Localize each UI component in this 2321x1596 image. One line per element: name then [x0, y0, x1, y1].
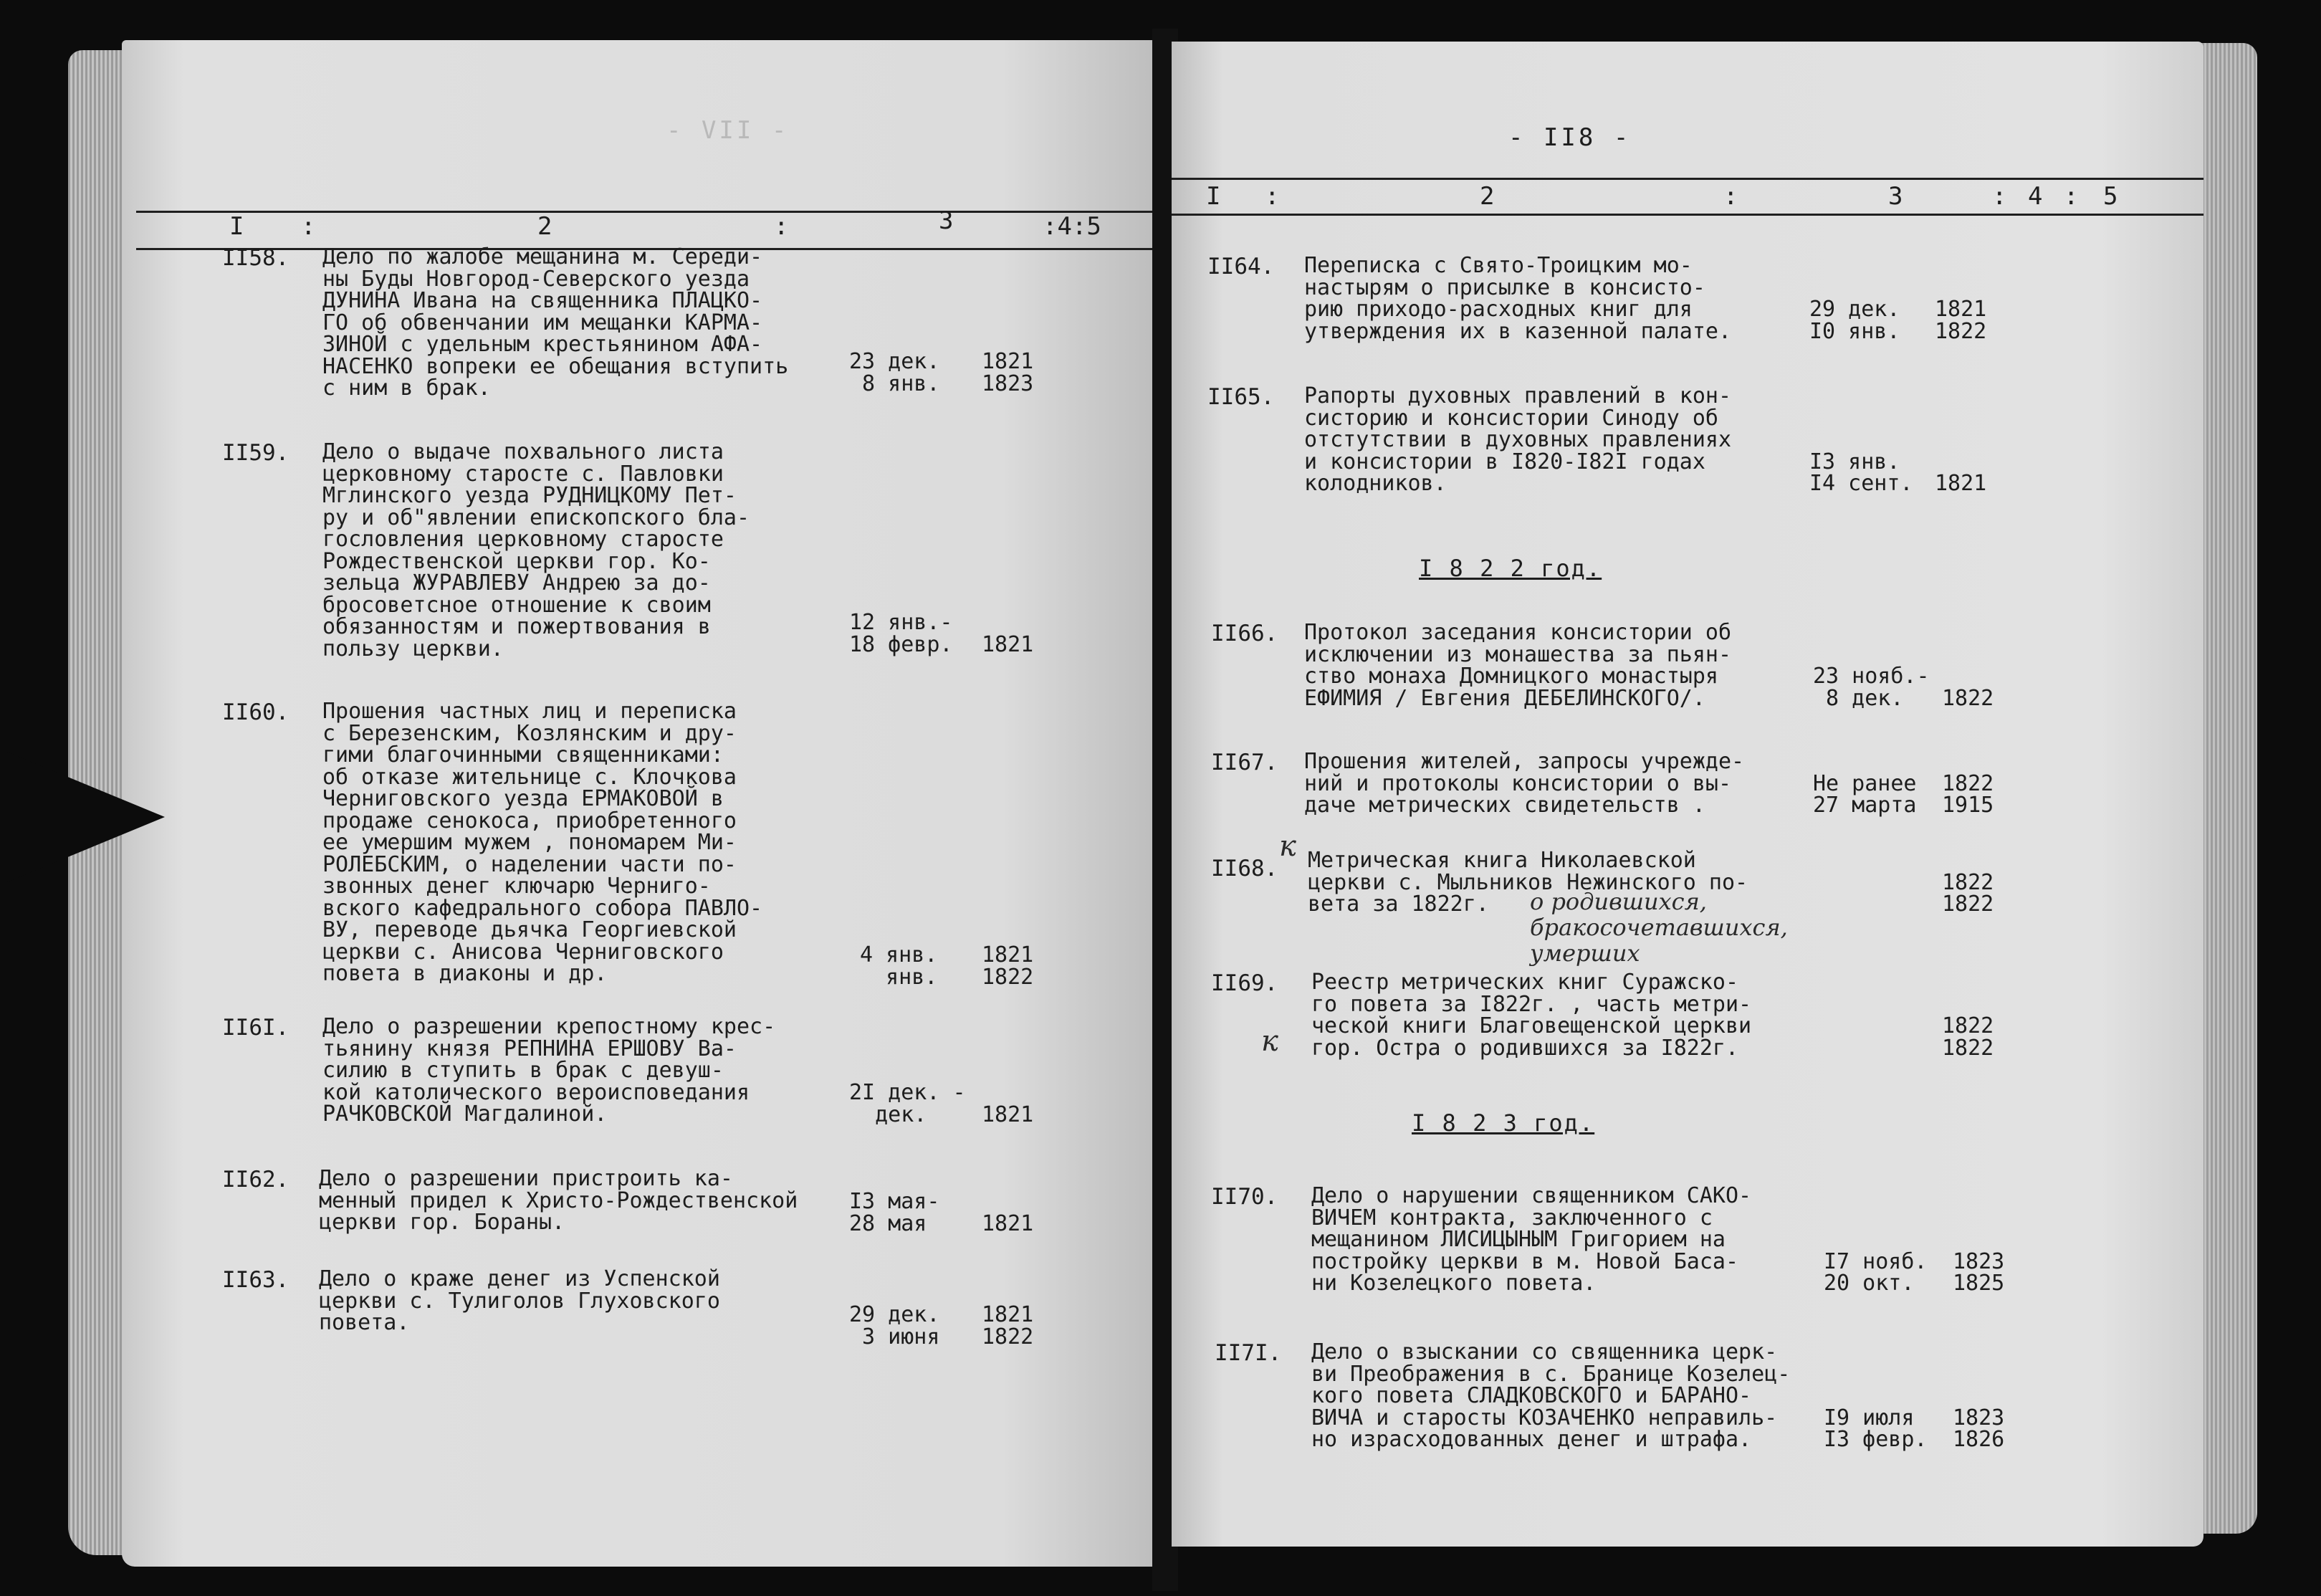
col-header-1: I — [1206, 182, 1221, 211]
entry-dates: Не ранее 27 марта — [1813, 770, 1917, 818]
col-header-1: I — [229, 212, 244, 241]
entry-dates: 23 дек. 8 янв. — [849, 349, 940, 396]
entry-number: II59. — [222, 440, 289, 466]
entry-text: Прошения частных лиц и переписка с Березенским, Козлянским и дру- гими благочинными священниками: об отказе жительнице с. Клочкова Черниговского уезда ЕРМАКОВОЙ в продаже сенокоса, приобретенного ее умершим мужем , пономарем Ми- РОЛЕБСКИМ, о наделении части по- звонных денег ключарю Черниго- вского кафедрального собора ПАВЛО- ВУ, переводе дьячка Георгиевской церкви с. Анисова Черниговского повета в диаконы и др. — [322, 699, 763, 986]
entry-text: Переписка с Свято-Троицким мо- настырям о присылке в консисто- рию приходо-расходных книг для утверждения их в казенной палате. — [1304, 253, 1732, 344]
entry-number: II6I. — [222, 1015, 289, 1041]
entry-years: 1821 1822 — [982, 1302, 1034, 1349]
entry-number: II68. — [1211, 856, 1278, 881]
entry-dates: 2I дек. - дек. — [849, 1080, 966, 1127]
entry-text: Дело о нарушении священником САКО- ВИЧЕМ контракта, заключенного с мещанином ЛИСИЦЫНЫМ Григорием на постройку церкви в м. Новой Баса- ни Козелецкого повета. — [1311, 1183, 1752, 1296]
right-page-edges — [2200, 43, 2257, 1534]
col-header-4-5: :4:5 — [1043, 212, 1101, 241]
col-header-2: 2 — [537, 212, 552, 241]
col-sep: : — [1265, 182, 1280, 211]
entry-number: II62. — [222, 1167, 289, 1193]
entry-years: 1823 1826 — [1953, 1405, 2005, 1452]
left-page — [122, 40, 1157, 1567]
entry-dates: 29 дек. I0 янв. — [1809, 297, 1900, 344]
entry-text: Реестр метрических книг Суражско- го повета за I822г. , часть метри- ческой книги Благовещенской церкви гор. Остра о родившихся за I822г. — [1311, 970, 1752, 1061]
entry-years: 1821 1822 — [982, 942, 1034, 990]
col-sep: : — [2064, 182, 2079, 211]
entry-dates: 23 нояб.- 8 дек. — [1813, 664, 1930, 711]
entry-years: 1821 — [982, 631, 1034, 657]
entry-years: 1822 1822 — [1942, 869, 1994, 917]
entry-years: 1821 — [1935, 471, 1987, 496]
entry-number: II7I. — [1215, 1340, 1282, 1366]
entry-dates: 29 дек. 3 июня — [849, 1302, 940, 1349]
entry-number: II69. — [1211, 970, 1278, 996]
entry-years: 1821 1822 — [1935, 297, 1987, 344]
entry-years: 1823 1825 — [1953, 1248, 2005, 1296]
col-header-4: 4 — [2028, 182, 2043, 211]
entry-text: Прошения жителей, запросы учрежде- ний и протоколы консистории о вы- даче метрических свидетельств . — [1304, 749, 1745, 818]
entry-number: II63. — [222, 1267, 289, 1293]
col-header-5: 5 — [2103, 182, 2118, 211]
entry-years: 1822 1915 — [1942, 770, 1994, 818]
entry-text: Дело о краже денег из Успенской церкви с. Тулиголов Глуховского повета. — [319, 1266, 720, 1335]
col-sep: : — [774, 212, 789, 241]
entry-years: 1821 — [982, 1210, 1034, 1236]
entry-number: II58. — [222, 245, 289, 271]
col-sep: : — [301, 212, 316, 241]
right-page-number: - II8 - — [1508, 123, 1632, 152]
entry-dates: I3 янв. I4 сент. — [1809, 449, 1913, 496]
header-rule-bottom — [1172, 214, 2203, 216]
entry-text: Дело по жалобе мещанина м. Середи- ны Буды Новгород-Северского уезда ДУНИНА Ивана на священника ПЛАЦКО- ГО об обвенчании им мещанки КАРМА- ЗИНОЙ с удельным крестьянином АФА- НАСЕНКО вопреки ее обещания вступить с ним в брак. — [322, 244, 789, 401]
left-page-number: - VII - — [666, 116, 790, 145]
margin-mark: к — [1279, 830, 1296, 863]
year-heading-1822: I 8 2 2 год. — [1419, 555, 1602, 582]
col-sep: : — [1992, 182, 2007, 211]
entry-dates: 4 янв. янв. — [860, 942, 938, 990]
entry-text: Дело о взыскании со священника церк- ви Преображения в с. Бранице Козелец- кого повета СЛАДКОВСКОГО и БАРАНО- ВИЧА и старосты КОЗАЧЕНКО неправиль- но израсходованных денег и штрафа. — [1311, 1339, 1791, 1452]
header-rule-top — [1172, 178, 2203, 180]
entry-text: Протокол заседания консистории об исключении из монашества за пьян- ство монаха Домницкого монастыря ЕФИМИЯ / Евгения ДЕБЕЛИНСКОГО/. — [1304, 620, 1732, 711]
entry-dates: I7 нояб. 20 окт. — [1824, 1248, 1928, 1296]
entry-text: Дело о разрешении пристроить ка- менный придел к Христо-Рождественской церкви гор. Бораны. — [319, 1166, 798, 1235]
entry-dates: I3 мая- 28 мая — [849, 1189, 940, 1236]
entry-years: 1822 — [1942, 685, 1994, 711]
col-sep: : — [1723, 182, 1738, 211]
entry-years: 1821 — [982, 1102, 1034, 1127]
entry-years: 1821 1823 — [982, 349, 1034, 396]
col-header-2: 2 — [1480, 182, 1495, 211]
entry-number: II65. — [1207, 384, 1275, 410]
header-rule-top — [136, 211, 1154, 213]
right-page — [1172, 42, 2203, 1547]
entry-text: Рапорты духовных правлений в кон- систорию и консистории Синоду об отстутствии в духовных правлениях и консистории в I820-I82I годах колодников. — [1304, 383, 1732, 496]
handwritten-note: о родившихся, бракосочетавшихся, умерших — [1530, 888, 1788, 967]
entry-text: Дело о выдаче похвального листа церковному старосте с. Павловки Мглинского уезда РУДНИЦКОМУ Пет- ру и об"явлении епископского бла- гословления церковному старосте Рождественской церкви гор. Ко- зельца ЖУРАВЛЕВУ Андрею за до- бросоветсное отношение к своим обязанностям и пожертвования в пользу церкви. — [322, 439, 750, 661]
entry-number: II70. — [1211, 1184, 1278, 1210]
col-header-3: 3 — [1888, 182, 1903, 211]
entry-dates: I9 июля I3 февр. — [1824, 1405, 1928, 1452]
entry-number: II67. — [1211, 750, 1278, 775]
col-header-3: 3 — [939, 206, 954, 235]
entry-number: II60. — [222, 699, 289, 725]
entry-years: 1822 1822 — [1942, 1013, 1994, 1061]
margin-mark: к — [1261, 1025, 1278, 1058]
year-heading-1823: I 8 2 3 год. — [1412, 1109, 1595, 1137]
entry-text: Метрическая книга Николаевской церкви с. Мыльников Нежинского по- вета за 1822г. — [1308, 848, 1748, 917]
entry-text: Дело о разрешении крепостному крес- тьянину князя РЕПНИНА ЕРШОВУ Ва- силию в ступить в брак с девуш- кой католического вероисповедания РАЧКОВСКОЙ Магдалиной. — [322, 1014, 776, 1127]
entry-number: II66. — [1211, 621, 1278, 646]
entry-number: II64. — [1207, 254, 1275, 279]
entry-dates: 12 янв.- 18 февр. — [849, 610, 953, 657]
